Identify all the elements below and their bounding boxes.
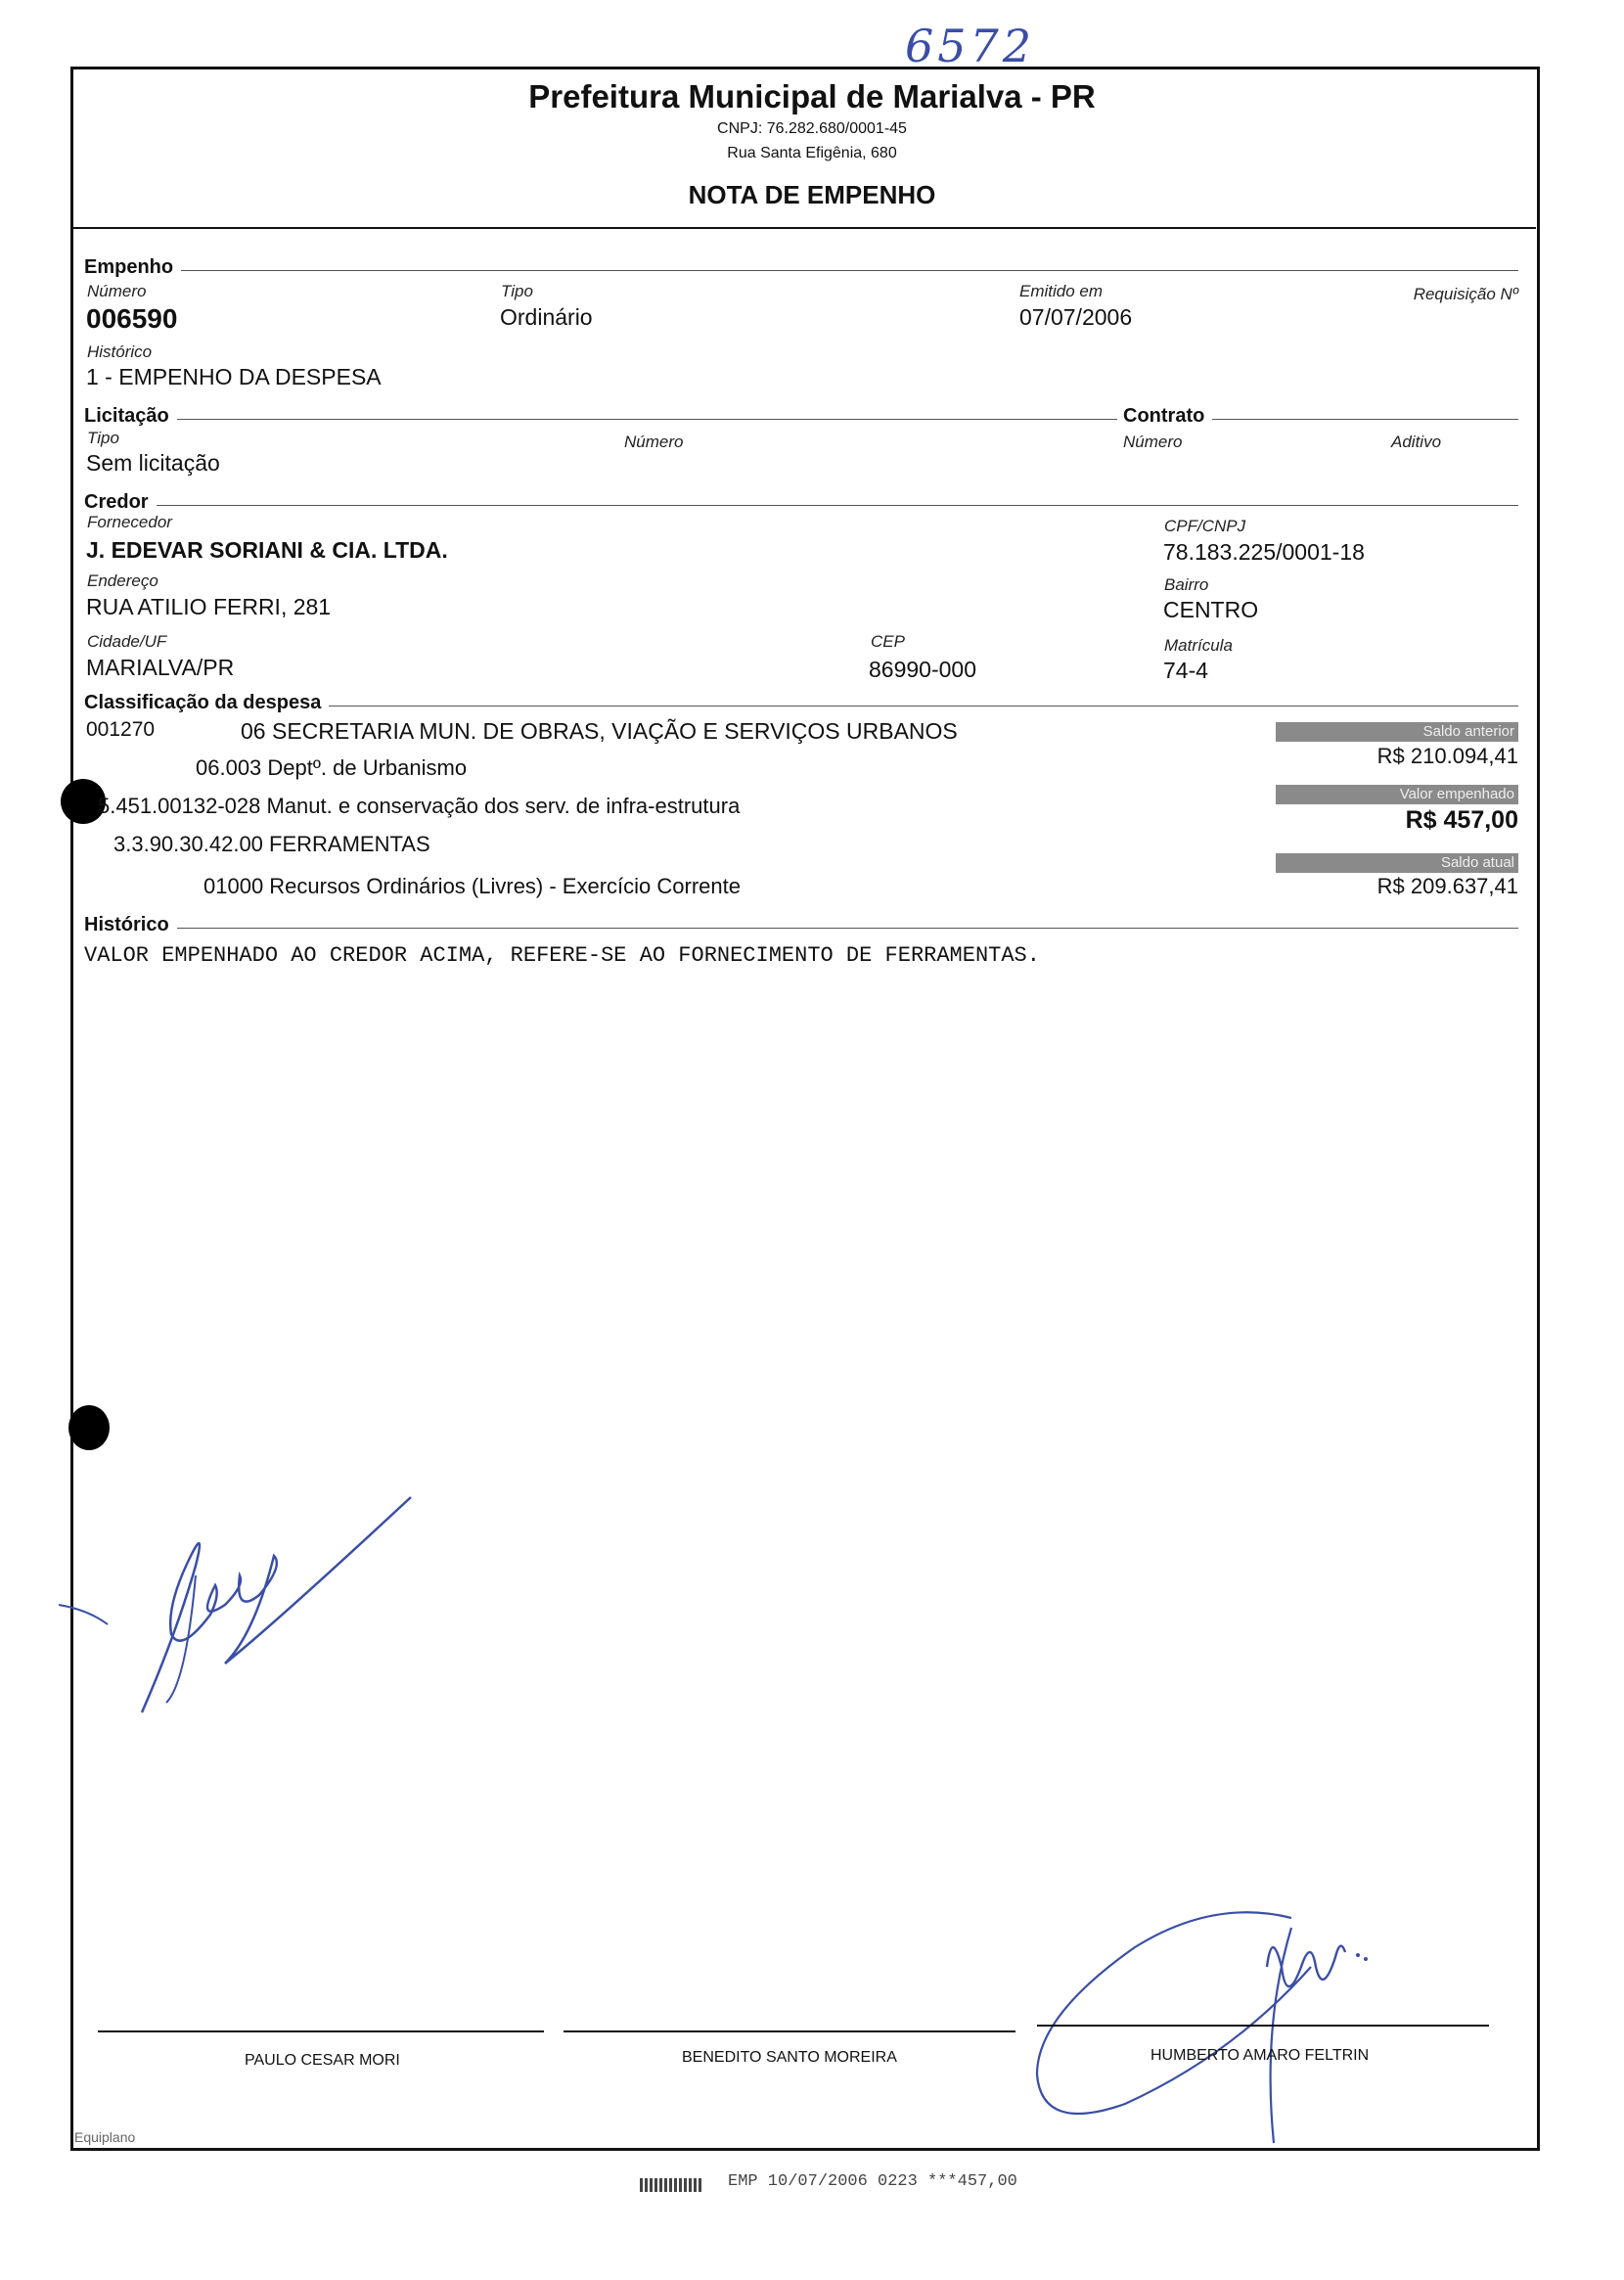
label-emitido: Emitido em [1019, 282, 1104, 300]
classificacao-codigo: 001270 [86, 718, 156, 741]
label-numero: Número [87, 282, 147, 300]
header-divider [72, 227, 1536, 229]
credor-cidade: MARIALVA/PR [86, 655, 235, 680]
credor-matricula: 74-4 [1163, 658, 1209, 683]
label-contrato-aditivo: Aditivo [1391, 433, 1442, 451]
section-empenho: Empenho [84, 256, 181, 279]
valor-empenhado-bar: Valor empenhado [1276, 785, 1518, 804]
classificacao-funcional: 5.451.00132-028 Manut. e conservação dos serv. de infra-estrutura [98, 794, 741, 818]
handwritten-signature-left [49, 1487, 342, 1732]
section-credor: Credor [84, 491, 157, 514]
valor-empenhado-value: R$ 457,00 [1405, 806, 1518, 834]
page-title: Prefeitura Municipal de Marialva - PR [528, 78, 1096, 114]
saldo-atual-value: R$ 209.637,41 [1376, 874, 1518, 898]
label-licitacao-tipo: Tipo [87, 429, 119, 447]
signature-name-3: HUMBERTO AMARO FELTRIN [1150, 2047, 1370, 2064]
credor-bairro: CENTRO [1163, 597, 1259, 622]
label-bairro: Bairro [1164, 575, 1209, 594]
classificacao-unidade: 06.003 Deptº. de Urbanismo [196, 755, 468, 780]
handwritten-signature-right [1017, 1908, 1370, 2163]
label-licitacao-numero: Número [624, 433, 684, 451]
saldo-atual-bar: Saldo atual [1276, 853, 1518, 873]
section-historico: Histórico [84, 914, 177, 936]
section-line-historico [84, 928, 1518, 929]
section-line-licitacao [84, 419, 1518, 420]
label-historico-empenho: Histórico [87, 342, 153, 361]
signature-line-1 [98, 2030, 544, 2032]
label-endereco: Endereço [87, 571, 158, 590]
historico-text: VALOR EMPENHADO AO CREDOR ACIMA, REFERE-SE AO FORNECIMENTO DE FERRAMENTAS. [84, 943, 1040, 968]
saldo-anterior-value: R$ 210.094,41 [1376, 744, 1518, 768]
label-matricula: Matrícula [1164, 636, 1233, 655]
saldo-anterior-bar: Saldo anterior [1276, 722, 1518, 742]
classificacao-elemento: 3.3.90.30.42.00 FERRAMENTAS [113, 832, 430, 856]
licitacao-tipo: Sem licitação [86, 450, 220, 476]
punch-hole [68, 1405, 110, 1450]
label-fornecedor: Fornecedor [87, 513, 172, 531]
section-contrato: Contrato [1117, 405, 1212, 428]
handwritten-number: 6572 [905, 20, 1036, 72]
section-line-credor [84, 505, 1518, 506]
footer-stamp: EMP 10/07/2006 0223 ***457,00 [728, 2172, 1017, 2191]
label-cidade: Cidade/UF [87, 632, 167, 651]
empenho-emitido: 07/07/2006 [1019, 304, 1133, 330]
label-requisicao: Requisição Nº [1413, 285, 1518, 303]
credor-fornecedor: J. EDEVAR SORIANI & CIA. LTDA. [86, 537, 448, 563]
header-cnpj: CNPJ: 76.282.680/0001-45 [717, 120, 907, 137]
label-tipo: Tipo [501, 282, 533, 300]
classificacao-orgao: 06 SECRETARIA MUN. DE OBRAS, VIAÇÃO E SERVIÇOS URBANOS [241, 718, 958, 744]
section-licitacao: Licitação [84, 405, 177, 428]
empenho-numero: 006590 [86, 303, 178, 334]
credor-cpf: 78.183.225/0001-18 [1163, 539, 1365, 565]
empenho-historico: 1 - EMPENHO DA DESPESA [86, 364, 382, 389]
section-line-empenho [84, 270, 1518, 271]
software-label: Equiplano [74, 2129, 136, 2145]
classificacao-recurso: 01000 Recursos Ordinários (Livres) - Exercício Corrente [203, 874, 741, 898]
doc-title: NOTA DE EMPENHO [688, 180, 936, 209]
signature-line-3 [1037, 2025, 1489, 2027]
credor-endereco: RUA ATILIO FERRI, 281 [86, 594, 332, 619]
label-cpf: CPF/CNPJ [1164, 517, 1246, 535]
header-address: Rua Santa Efigênia, 680 [727, 145, 897, 161]
empenho-tipo: Ordinário [500, 304, 593, 330]
signature-name-1: PAULO CESAR MORI [245, 2052, 400, 2069]
signature-name-2: BENEDITO SANTO MOREIRA [682, 2049, 897, 2066]
signature-line-2 [564, 2030, 1015, 2032]
label-cep: CEP [871, 632, 905, 651]
credor-cep: 86990-000 [869, 657, 976, 682]
label-contrato-numero: Número [1123, 433, 1183, 451]
section-classificacao: Classificação da despesa [84, 692, 329, 714]
barcode-icon [640, 2178, 702, 2192]
